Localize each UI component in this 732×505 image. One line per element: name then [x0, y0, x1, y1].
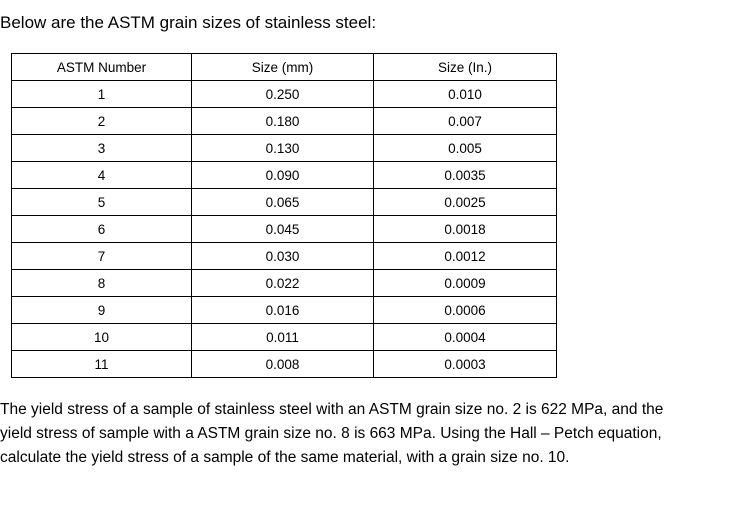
table-cell: 0.0018	[374, 216, 557, 243]
table-cell: 0.0012	[374, 243, 557, 270]
intro-text: Below are the ASTM grain sizes of stainless steel:	[0, 13, 377, 32]
table-cell: 0.011	[192, 324, 374, 351]
table-cell: 4	[12, 162, 192, 189]
table-cell: 3	[12, 135, 192, 162]
table-row	[12, 243, 557, 270]
table-body	[12, 81, 557, 378]
table-cell: 0.090	[192, 162, 374, 189]
table-cell: 7	[12, 243, 192, 270]
table-header-row	[12, 54, 557, 81]
table-cell: 0.0004	[374, 324, 557, 351]
question-line: yield stress of sample with a ASTM grain size no. 8 is 663 MPa. Using the Hall – Petch equation,	[0, 425, 662, 442]
table-cell: 0.010	[374, 81, 557, 108]
table-cell: 0.008	[192, 351, 374, 378]
table-row	[12, 216, 557, 243]
table-cell: 5	[12, 189, 192, 216]
question-line: The yield stress of a sample of stainless steel with an ASTM grain size no. 2 is 622 MPa, and the	[0, 401, 664, 418]
table-row	[12, 324, 557, 351]
table-cell: 0.0035	[374, 162, 557, 189]
table-cell: 0.0009	[374, 270, 557, 297]
table-row	[12, 81, 557, 108]
table-cell: 0.250	[192, 81, 374, 108]
table-cell: 0.180	[192, 108, 374, 135]
table-row	[12, 270, 557, 297]
table-cell: 2	[12, 108, 192, 135]
table-row	[12, 108, 557, 135]
table-cell: 0.007	[374, 108, 557, 135]
question-text	[0, 398, 728, 470]
column-header: Size (mm)	[192, 54, 374, 81]
table-cell: 0.065	[192, 189, 374, 216]
column-header: Size (In.)	[374, 54, 557, 81]
table-row	[12, 351, 557, 378]
table-cell: 0.0025	[374, 189, 557, 216]
table-row	[12, 162, 557, 189]
table-row	[12, 297, 557, 324]
table-cell: 1	[12, 81, 192, 108]
table-cell: 8	[12, 270, 192, 297]
table-cell: 6	[12, 216, 192, 243]
column-header: ASTM Number	[12, 54, 192, 81]
table-row	[12, 189, 557, 216]
table-cell: 10	[12, 324, 192, 351]
table-cell: 0.0003	[374, 351, 557, 378]
table-cell: 0.045	[192, 216, 374, 243]
table-cell: 0.016	[192, 297, 374, 324]
table-cell: 0.005	[374, 135, 557, 162]
table-row	[12, 135, 557, 162]
table-cell: 0.030	[192, 243, 374, 270]
table-cell: 9	[12, 297, 192, 324]
question-line: calculate the yield stress of a sample of the same material, with a grain size no. 10.	[0, 449, 570, 466]
table-cell: 0.022	[192, 270, 374, 297]
table-cell: 0.130	[192, 135, 374, 162]
table-cell: 0.0006	[374, 297, 557, 324]
table-cell: 11	[12, 351, 192, 378]
grain-size-table	[11, 53, 557, 378]
